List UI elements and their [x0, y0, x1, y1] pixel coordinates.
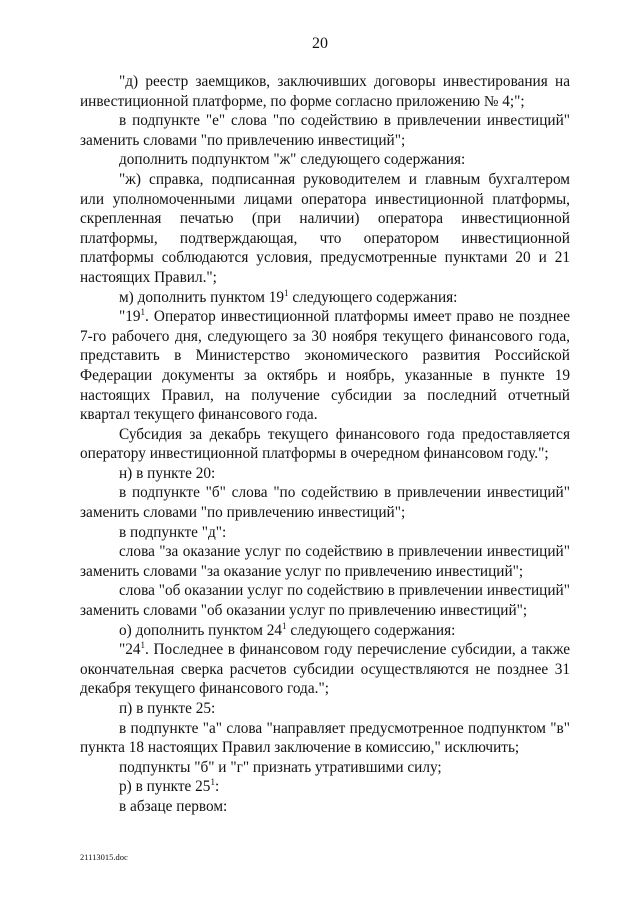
- paragraph-text: р) в пункте 25: [119, 778, 211, 796]
- paragraph: [80, 111, 570, 150]
- paragraph: [80, 719, 570, 758]
- paragraph-text: в подпункте "д":: [119, 523, 227, 541]
- paragraph-text: в подпункте "а" слова "направляет предусмотренное подпунктом "в" пункта 18 настоящих Правил заключение в комиссию," исключить;: [80, 719, 570, 757]
- paragraph-text: в абзаце первом:: [119, 797, 228, 815]
- paragraph: [80, 621, 570, 641]
- paragraph: [80, 581, 570, 620]
- paragraph: [80, 425, 570, 464]
- paragraph-text: о) дополнить пунктом 24: [119, 621, 283, 639]
- footer-filename: 21113015.doc: [80, 852, 128, 862]
- paragraph-text-tail: :: [214, 778, 220, 796]
- paragraph: [80, 699, 570, 719]
- paragraph-text: слова "за оказание услуг по содействию в привлечении инвестиций" заменить словами "за оказание услуг по привлечению инвестиций";: [80, 543, 570, 580]
- paragraph: [80, 464, 570, 484]
- superscript: 1: [140, 307, 146, 318]
- paragraph-text-tail: следующего содержания:: [288, 288, 458, 306]
- paragraph-text: "д) реестр заемщиков, заключивших договоры инвестирования на инвестиционной платформе, по форме согласно приложению № 4;";: [80, 73, 570, 110]
- superscript: 1: [140, 640, 146, 651]
- paragraph-text: слова "об оказании услуг по содействию в привлечении инвестиций" заменить словами "об оказании услуг по привлечению инвестиций";: [80, 582, 570, 620]
- paragraph-text-tail: следующего содержания:: [286, 621, 456, 639]
- paragraph: [80, 758, 570, 778]
- paragraph: [80, 150, 570, 170]
- paragraph: [80, 797, 570, 817]
- paragraph-text: в подпункте "б" слова "по содействию в привлечении инвестиций" заменить словами "по привлечению инвестиций";: [80, 484, 570, 522]
- superscript: 1: [284, 287, 289, 298]
- paragraph-text: "24: [119, 641, 141, 659]
- paragraph-text: подпункты "б" и "г" признать утратившими силу;: [119, 758, 442, 776]
- paragraph-text: "ж) справка, подписанная руководителем и главным бухгалтером или уполномоченными лицами оператора инвестиционной платформы, скрепленная печатью (при наличии) оператора инвестиционной платформы, подтверждающая, что оператором инвестиционной платформы соблюдаются условия, предусмотренные пунктами 20 и 21 настоящих Правил.";: [80, 170, 570, 286]
- superscript: 1: [210, 777, 215, 788]
- paragraph-text: в подпункте "е" слова "по содействию в привлечении инвестиций" заменить словами "по привлечению инвестиций";: [80, 112, 570, 149]
- paragraph: [80, 523, 570, 543]
- paragraph: [80, 170, 570, 288]
- document-body: [80, 72, 570, 817]
- superscript: 1: [282, 620, 287, 631]
- paragraph-text: н) в пункте 20:: [119, 464, 216, 482]
- paragraph-text-tail: . Оператор инвестиционной платформы имеет право не позднее 7-го рабочего дня, следующего за 30 ноября текущего финансового года, представить в Министерство экономического развития Российской Федерации документы за октябрь и ноябрь, указанные в пункте 19 настоящих Правил, на получение субсидии за последний отчетный квартал текущего финансового года.: [80, 308, 570, 424]
- paragraph: [80, 307, 570, 425]
- paragraph-text: Субсидия за декабрь текущего финансового года предоставляется оператору инвестиционной платформы в очередном финансовом году.";: [80, 425, 570, 463]
- paragraph: [80, 483, 570, 522]
- paragraph: [80, 777, 570, 797]
- page-number: 20: [312, 35, 328, 52]
- paragraph: [80, 72, 570, 111]
- paragraph-text: "19: [119, 308, 141, 326]
- paragraph-text: п) в пункте 25:: [119, 700, 216, 717]
- paragraph: [80, 542, 570, 581]
- paragraph: [80, 640, 570, 699]
- paragraph-text-tail: . Последнее в финансовом году перечисление субсидии, а также окончательная сверка расчетов субсидии осуществляются не позднее 31 декабря текущего финансового года.";: [80, 641, 570, 698]
- paragraph-text: дополнить подпунктом "ж" следующего содержания:: [119, 151, 466, 169]
- paragraph: [80, 288, 570, 308]
- paragraph-text: м) дополнить пунктом 19: [119, 288, 285, 306]
